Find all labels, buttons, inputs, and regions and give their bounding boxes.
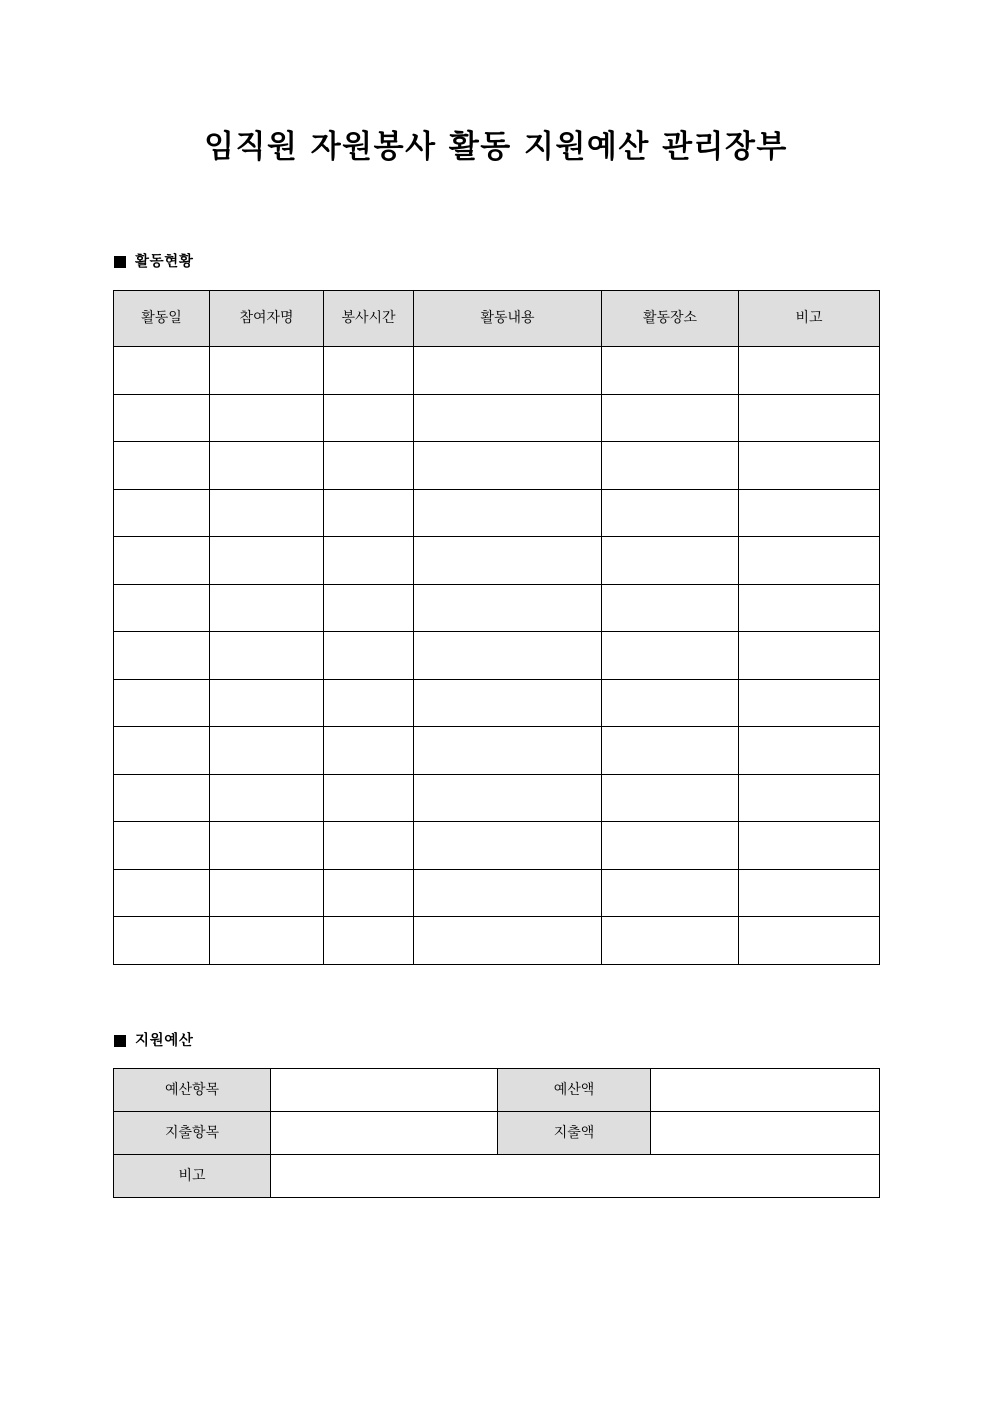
table-cell-r11c5[interactable] [602,822,739,870]
table-row [114,727,880,775]
table-cell-r7c6[interactable] [739,632,880,680]
column-header-2: 참여자명 [210,291,324,347]
table-cell-r7c2[interactable] [210,632,324,680]
table-cell-r6c4[interactable] [414,584,602,632]
table-row [114,632,880,680]
table-cell-r3c6[interactable] [739,442,880,490]
column-header-6: 비고 [739,291,880,347]
table-cell-r4c3[interactable] [324,489,414,537]
table-cell-r9c1[interactable] [114,727,210,775]
table-cell-r1c3[interactable] [324,347,414,395]
column-header-3: 봉사시간 [324,291,414,347]
table-cell-r3c1[interactable] [114,442,210,490]
table-cell-r8c3[interactable] [324,679,414,727]
table-cell-r12c6[interactable] [739,869,880,917]
table-row [114,584,880,632]
table-cell-r13c1[interactable] [114,917,210,965]
table-cell-r5c6[interactable] [739,537,880,585]
table-row [114,774,880,822]
table-cell-r12c4[interactable] [414,869,602,917]
table-cell-r12c1[interactable] [114,869,210,917]
table-cell-r9c5[interactable] [602,727,739,775]
budget-value-left-1[interactable] [271,1069,498,1112]
page-title: 임직원 자원봉사 활동 지원예산 관리장부 [204,129,788,165]
table-cell-r11c2[interactable] [210,822,324,870]
table-cell-r1c5[interactable] [602,347,739,395]
table-cell-r9c4[interactable] [414,727,602,775]
table-cell-r1c2[interactable] [210,347,324,395]
table-cell-r8c5[interactable] [602,679,739,727]
table-cell-r3c4[interactable] [414,442,602,490]
square-bullet-icon [114,1035,126,1047]
budget-value-right-2[interactable] [651,1112,880,1155]
column-header-1: 활동일 [114,291,210,347]
table-cell-r12c3[interactable] [324,869,414,917]
table-cell-r8c2[interactable] [210,679,324,727]
table-cell-r8c1[interactable] [114,679,210,727]
budget-label-right-2: 지출액 [498,1112,651,1155]
table-cell-r5c1[interactable] [114,537,210,585]
table-row [114,869,880,917]
column-header-5: 활동장소 [602,291,739,347]
activity-log-table [113,290,880,965]
table-cell-r2c6[interactable] [739,394,880,442]
table-header-row [114,291,880,347]
table-cell-r6c1[interactable] [114,584,210,632]
budget-label-right-1: 예산액 [498,1069,651,1112]
table-cell-r2c1[interactable] [114,394,210,442]
table-cell-r3c3[interactable] [324,442,414,490]
table-cell-r13c3[interactable] [324,917,414,965]
section-heading-budget-label: 지원예산 [135,1033,194,1049]
section-heading-activity-label: 활동현황 [135,254,194,270]
table-cell-r5c2[interactable] [210,537,324,585]
table-cell-r7c5[interactable] [602,632,739,680]
table-cell-r1c6[interactable] [739,347,880,395]
budget-label-left-1: 예산항목 [114,1069,271,1112]
budget-note-label: 비고 [114,1155,271,1198]
table-cell-r2c3[interactable] [324,394,414,442]
table-cell-r10c4[interactable] [414,774,602,822]
table-cell-r5c4[interactable] [414,537,602,585]
table-cell-r4c1[interactable] [114,489,210,537]
table-cell-r11c3[interactable] [324,822,414,870]
table-cell-r4c6[interactable] [739,489,880,537]
table-cell-r6c3[interactable] [324,584,414,632]
budget-note-value[interactable] [271,1155,880,1198]
table-cell-r12c5[interactable] [602,869,739,917]
table-cell-r13c5[interactable] [602,917,739,965]
table-cell-r11c6[interactable] [739,822,880,870]
table-cell-r4c4[interactable] [414,489,602,537]
table-cell-r9c3[interactable] [324,727,414,775]
budget-label-left-2: 지출항목 [114,1112,271,1155]
table-cell-r12c2[interactable] [210,869,324,917]
table-cell-r3c5[interactable] [602,442,739,490]
budget-value-right-1[interactable] [651,1069,880,1112]
table-row [114,489,880,537]
table-cell-r6c6[interactable] [739,584,880,632]
table-cell-r6c2[interactable] [210,584,324,632]
table-cell-r10c2[interactable] [210,774,324,822]
table-cell-r7c1[interactable] [114,632,210,680]
table-cell-r3c2[interactable] [210,442,324,490]
table-row [114,917,880,965]
table-cell-r8c6[interactable] [739,679,880,727]
table-cell-r5c5[interactable] [602,537,739,585]
table-cell-r13c6[interactable] [739,917,880,965]
table-cell-r2c2[interactable] [210,394,324,442]
table-row [114,394,880,442]
table-cell-r7c4[interactable] [414,632,602,680]
table-row [114,442,880,490]
table-cell-r9c6[interactable] [739,727,880,775]
table-cell-r10c6[interactable] [739,774,880,822]
table-row [114,537,880,585]
table-row [114,679,880,727]
table-cell-r4c2[interactable] [210,489,324,537]
table-cell-r1c4[interactable] [414,347,602,395]
table-cell-r11c4[interactable] [414,822,602,870]
section-heading-activity [114,255,193,270]
section-heading-budget [114,1034,193,1049]
table-cell-r6c5[interactable] [602,584,739,632]
table-cell-r1c1[interactable] [114,347,210,395]
table-cell-r4c5[interactable] [602,489,739,537]
budget-row [114,1112,880,1155]
table-cell-r8c4[interactable] [414,679,602,727]
table-cell-r13c4[interactable] [414,917,602,965]
table-cell-r10c1[interactable] [114,774,210,822]
budget-row [114,1069,880,1112]
column-header-4: 활동내용 [414,291,602,347]
table-cell-r5c3[interactable] [324,537,414,585]
table-row [114,347,880,395]
table-cell-r10c3[interactable] [324,774,414,822]
square-bullet-icon [114,256,126,268]
budget-note-row [114,1155,880,1198]
budget-value-left-2[interactable] [271,1112,498,1155]
table-cell-r10c5[interactable] [602,774,739,822]
table-cell-r11c1[interactable] [114,822,210,870]
table-cell-r9c2[interactable] [210,727,324,775]
table-cell-r2c5[interactable] [602,394,739,442]
table-cell-r13c2[interactable] [210,917,324,965]
table-row [114,822,880,870]
budget-table [113,1068,880,1198]
table-cell-r2c4[interactable] [414,394,602,442]
table-cell-r7c3[interactable] [324,632,414,680]
